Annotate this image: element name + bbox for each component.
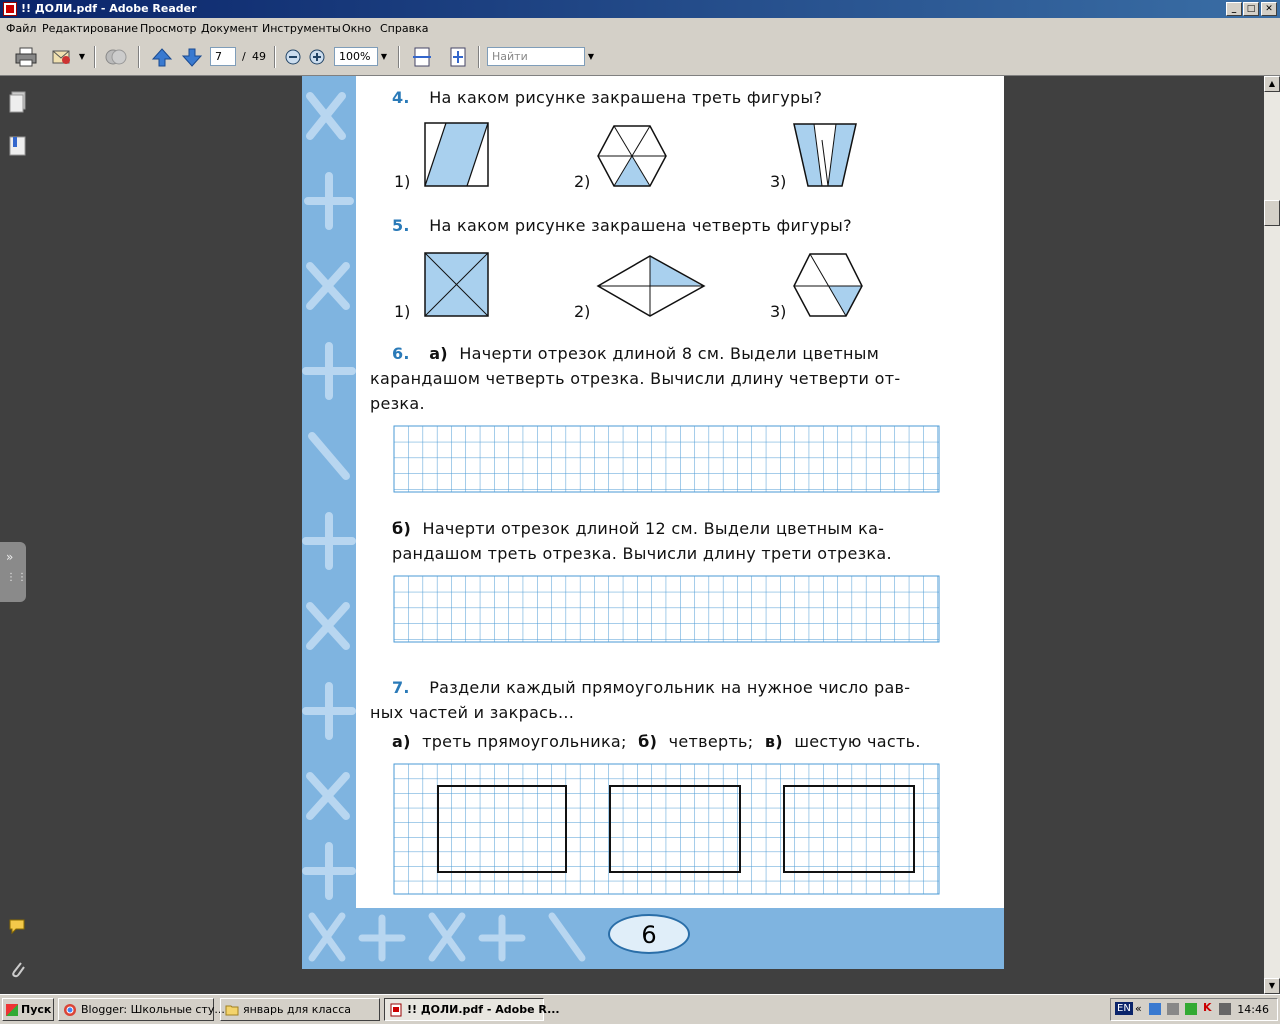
taskbar-item-adobe[interactable] — [384, 998, 560, 1021]
sub-label: б) — [638, 732, 658, 751]
taskbar-item-label: январь для класса — [243, 1003, 351, 1016]
menu-file[interactable]: Файл — [6, 22, 37, 35]
page-total: 49 — [252, 50, 266, 63]
option-label: 1) — [394, 302, 411, 321]
windows-logo-icon — [6, 1004, 18, 1016]
task-text-line: ных частей и закрась... — [370, 703, 575, 722]
adobe-reader-icon — [3, 2, 17, 16]
fit-page-icon[interactable] — [446, 46, 470, 68]
network-icon[interactable] — [1149, 1003, 1161, 1015]
grid-6a — [394, 426, 940, 494]
email-icon[interactable] — [50, 46, 74, 68]
page-separator: / — [242, 50, 246, 63]
printer-icon[interactable] — [1167, 1003, 1179, 1015]
menu-view[interactable]: Просмотр — [140, 22, 197, 35]
bookmarks-icon[interactable] — [8, 134, 28, 158]
minimize-button[interactable]: _ — [1226, 2, 1242, 16]
task-number: 7. — [392, 678, 410, 697]
page-number-input[interactable]: 7 — [210, 47, 236, 66]
taskbar-item-label: !! ДОЛИ.pdf - Adobe R... — [407, 1003, 560, 1016]
toolbar-separator — [398, 46, 400, 68]
taskbar-item-blogger[interactable] — [58, 998, 225, 1021]
pages-icon[interactable] — [8, 90, 28, 114]
nav-pane-toggle[interactable] — [0, 542, 26, 602]
task-number: 5. — [392, 216, 410, 235]
task6b-line1 — [392, 519, 884, 538]
task-text-line: рандашом треть отрезка. Вычисли длину трети отрезка. — [392, 544, 892, 563]
scroll-up-icon[interactable]: ▲ — [1264, 76, 1280, 92]
antivirus-icon[interactable]: K — [1203, 1001, 1212, 1014]
prev-page-icon[interactable] — [150, 46, 174, 68]
task-text: На каком рисунке закрашена треть фигуры? — [429, 88, 823, 107]
pdf-icon — [389, 1003, 403, 1017]
sub-label: а) — [429, 344, 448, 363]
chrome-icon — [63, 1003, 77, 1017]
title-bar — [0, 0, 1280, 18]
figure-square-stripe — [424, 122, 490, 188]
sub-label: в) — [764, 732, 783, 751]
task-text: Начерти отрезок длиной 12 см. Выдели цветным ка- — [422, 519, 885, 538]
scroll-down-icon[interactable]: ▼ — [1264, 978, 1280, 994]
toolbar-separator — [274, 46, 276, 68]
expand-icon: » — [6, 550, 14, 564]
task-number: 6. — [392, 344, 410, 363]
task-number: 4. — [392, 88, 410, 107]
page-number-badge: 6 — [608, 914, 690, 954]
task-text: Начерти отрезок длиной 8 см. Выдели цветным — [459, 344, 880, 363]
menu-help[interactable]: Справка — [380, 22, 429, 35]
task-text: Раздели каждый прямоугольник на нужное число рав- — [429, 678, 911, 697]
grid-7 — [394, 764, 940, 896]
toolbar-separator — [138, 46, 140, 68]
figure-square-quarters — [424, 252, 490, 318]
fit-width-icon[interactable] — [410, 46, 434, 68]
zoom-in-icon[interactable] — [306, 46, 330, 68]
pdf-page — [302, 76, 1004, 969]
safely-remove-icon[interactable] — [1185, 1003, 1197, 1015]
document-area — [38, 76, 1264, 994]
window-title: !! ДОЛИ.pdf - Adobe Reader — [21, 2, 197, 15]
menu-document[interactable]: Документ — [201, 22, 259, 35]
figure-hexagon-thirds — [596, 124, 668, 188]
decorative-border — [302, 76, 356, 969]
taskbar — [0, 994, 1280, 1024]
folder-icon — [225, 1003, 239, 1017]
toolbar-separator — [478, 46, 480, 68]
figure-hexagon-quarter — [792, 252, 864, 318]
zoom-out-icon[interactable] — [282, 46, 306, 68]
task6-line1 — [392, 344, 879, 363]
taskbar-item-folder[interactable] — [220, 998, 380, 1021]
task5-heading — [392, 216, 852, 235]
scroll-thumb[interactable] — [1264, 200, 1280, 226]
email-dropdown-icon[interactable]: ▼ — [78, 52, 86, 61]
toolbar-separator — [94, 46, 96, 68]
task-text-line: карандашом четверть отрезка. Вычисли длину четверти от- — [370, 369, 901, 388]
comments-icon[interactable] — [8, 916, 28, 940]
collaborate-icon[interactable] — [104, 46, 128, 68]
volume-icon[interactable] — [1219, 1003, 1231, 1015]
figure-trapezoid — [792, 122, 858, 188]
search-input[interactable]: Найти — [487, 47, 585, 66]
menu-edit[interactable]: Редактирование — [42, 22, 138, 35]
clock: 14:46 — [1237, 1003, 1269, 1016]
part-text: треть прямоугольника; — [422, 732, 627, 751]
system-tray — [1110, 998, 1278, 1021]
taskbar-item-label: Blogger: Школьные сту... — [81, 1003, 225, 1016]
language-indicator[interactable]: EN — [1117, 1003, 1131, 1014]
option-label: 3) — [770, 172, 787, 191]
task7-line1 — [392, 678, 910, 697]
grid-6b — [394, 576, 940, 644]
figure-rhombus — [596, 254, 706, 318]
start-label: Пуск — [21, 1003, 52, 1016]
grip-icon: ⋮⋮ — [6, 572, 28, 583]
print-icon[interactable] — [14, 46, 38, 68]
option-label: 1) — [394, 172, 411, 191]
sub-label: а) — [392, 732, 411, 751]
zoom-input[interactable]: 100% — [334, 47, 378, 66]
close-button[interactable]: ✕ — [1261, 2, 1277, 16]
task4-heading — [392, 88, 822, 107]
option-label: 2) — [574, 172, 591, 191]
start-button[interactable] — [2, 998, 54, 1021]
search-dropdown-icon[interactable]: ▼ — [587, 52, 595, 61]
next-page-icon[interactable] — [180, 46, 204, 68]
vertical-scrollbar[interactable] — [1264, 76, 1280, 994]
option-label: 3) — [770, 302, 787, 321]
menu-window[interactable]: Окно — [342, 22, 372, 35]
navigation-pane — [0, 76, 38, 994]
zoom-dropdown-icon[interactable]: ▼ — [380, 52, 388, 61]
task-text: На каком рисунке закрашена четверть фигуры? — [429, 216, 852, 235]
maximize-button[interactable]: □ — [1243, 2, 1259, 16]
task-text-line: резка. — [370, 394, 425, 413]
attachments-icon[interactable] — [8, 958, 28, 982]
sub-label: б) — [392, 519, 412, 538]
menu-bar — [0, 18, 1280, 38]
part-text: четверть; — [668, 732, 754, 751]
task7-parts — [392, 732, 921, 751]
option-label: 2) — [574, 302, 591, 321]
toolbar — [0, 38, 1280, 76]
chevron-left-icon[interactable]: « — [1135, 1002, 1142, 1015]
menu-tools[interactable]: Инструменты — [262, 22, 341, 35]
part-text: шестую часть. — [794, 732, 921, 751]
